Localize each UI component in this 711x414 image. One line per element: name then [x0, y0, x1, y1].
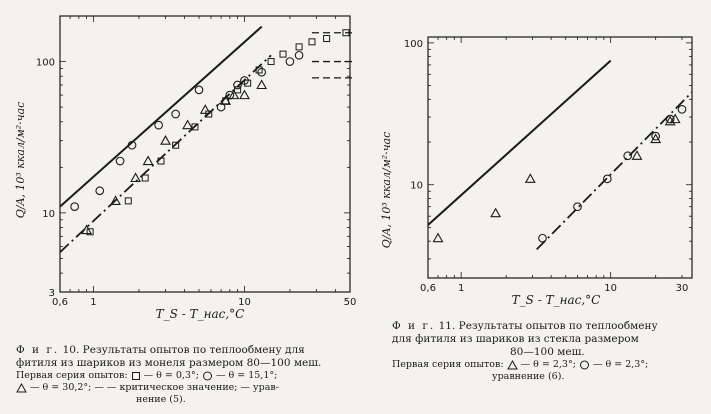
square-point	[296, 44, 302, 50]
caption-left-fig-label: Ф и г.	[16, 344, 60, 356]
caption-right-legend1c: — θ = 2,3°;	[592, 359, 649, 371]
square-point	[268, 59, 274, 65]
equation-line	[60, 27, 262, 207]
circle-point	[678, 106, 686, 114]
caption-right-legend-row1	[392, 359, 704, 371]
caption-left-legend-row2	[16, 382, 356, 394]
plot-frame	[428, 37, 692, 278]
chart-right	[380, 37, 692, 307]
x-tick-label: 0,6	[420, 283, 436, 294]
square-point	[125, 198, 131, 204]
y-tick-label: 100	[35, 57, 55, 69]
caption-right-legend1b: — θ = 2,3°;	[520, 359, 576, 371]
circle-point	[96, 187, 104, 195]
circle-point	[172, 110, 180, 118]
triangle-point	[144, 157, 153, 165]
y-axis-label: Q/A, 10³ ккал/м²·час	[380, 131, 393, 249]
x-tick-label: 10	[238, 297, 251, 308]
caption-left-number: 10.	[62, 344, 80, 356]
square-point	[142, 175, 148, 181]
x-tick-label: 1	[457, 283, 465, 294]
x-tick-label: 1	[90, 297, 97, 308]
x-tick-label: 50	[343, 297, 357, 308]
chart-left	[14, 16, 356, 321]
circle-marker-icon	[202, 371, 213, 381]
circle-point	[71, 203, 79, 211]
fit-line-dashdot	[60, 55, 271, 252]
caption-left-text1: Результаты опытов по теплообмену для	[82, 344, 305, 356]
y-axis-label: Q/A, 10³ ккал/м²·час	[14, 101, 27, 219]
triangle-point	[526, 174, 535, 182]
triangle-point	[161, 136, 170, 144]
circle-point	[155, 121, 163, 129]
square-point	[309, 39, 315, 45]
circle-marker-icon	[579, 360, 590, 370]
y-tick-label: 100	[403, 38, 423, 50]
caption-right-legend2: уравнение (6).	[492, 371, 565, 383]
caption-left-text2: фитиля из шариков из монеля размером 80—100 меш.	[16, 357, 322, 370]
caption-right-fig-label: Ф и г.	[392, 320, 436, 332]
triangle-point	[257, 80, 266, 88]
triangle-point	[240, 91, 249, 99]
caption-right-text1: Результаты опытов по теплообмену	[458, 320, 658, 332]
caption-left-legend-row1	[16, 370, 356, 382]
caption-left-legend1c: — θ = 15,1°;	[215, 370, 278, 382]
x-tick-label: 10	[604, 283, 618, 294]
circle-point	[286, 58, 294, 66]
caption-right-number: 11.	[438, 320, 456, 332]
square-point	[324, 36, 330, 42]
plot-frame	[60, 16, 350, 292]
caption-right-text2: для фитиля из шариков из стекла размером	[392, 333, 639, 346]
x-tick-label: 30	[675, 283, 689, 294]
triangle-point	[183, 121, 192, 129]
x-tick-label: 0,6	[52, 297, 68, 308]
square-point	[280, 51, 286, 57]
caption-right-text3: 80—100 меш.	[510, 346, 585, 359]
circle-point	[539, 234, 547, 242]
x-axis-label: T_S - T_нас,°C	[155, 307, 245, 321]
caption-right	[392, 320, 704, 383]
caption-left-title	[16, 344, 356, 357]
triangle-marker-icon	[16, 383, 27, 393]
circle-point	[195, 86, 203, 94]
square-marker-icon	[131, 371, 141, 381]
caption-left-legend2b: — — критическое значение;	[94, 382, 238, 394]
caption-left-legend2c: — урав-	[240, 382, 279, 394]
y-tick-label: 3	[48, 288, 55, 299]
circle-point	[574, 203, 582, 211]
x-axis-label: T_S - T_нас,°C	[511, 293, 601, 307]
circle-point	[295, 51, 303, 59]
circle-point	[116, 157, 124, 165]
triangle-point	[632, 151, 641, 159]
caption-left-legend2a: — θ = 30,2°;	[30, 382, 92, 394]
triangle-point	[491, 209, 500, 217]
caption-left	[16, 344, 356, 406]
caption-left-legend1b: — θ = 0,3°;	[143, 370, 199, 382]
equation-line	[428, 61, 611, 225]
caption-left-legend1: Первая серия опытов:	[16, 370, 128, 382]
y-tick-label: 10	[42, 208, 55, 220]
triangle-point	[434, 234, 443, 242]
triangle-point	[131, 174, 140, 182]
triangle-marker-icon	[507, 360, 518, 370]
caption-right-legend1: Первая серия опытов:	[392, 359, 504, 371]
caption-right-title	[392, 320, 704, 333]
y-tick-label: 10	[410, 180, 423, 192]
caption-left-legend3: нение (5).	[136, 394, 186, 405]
